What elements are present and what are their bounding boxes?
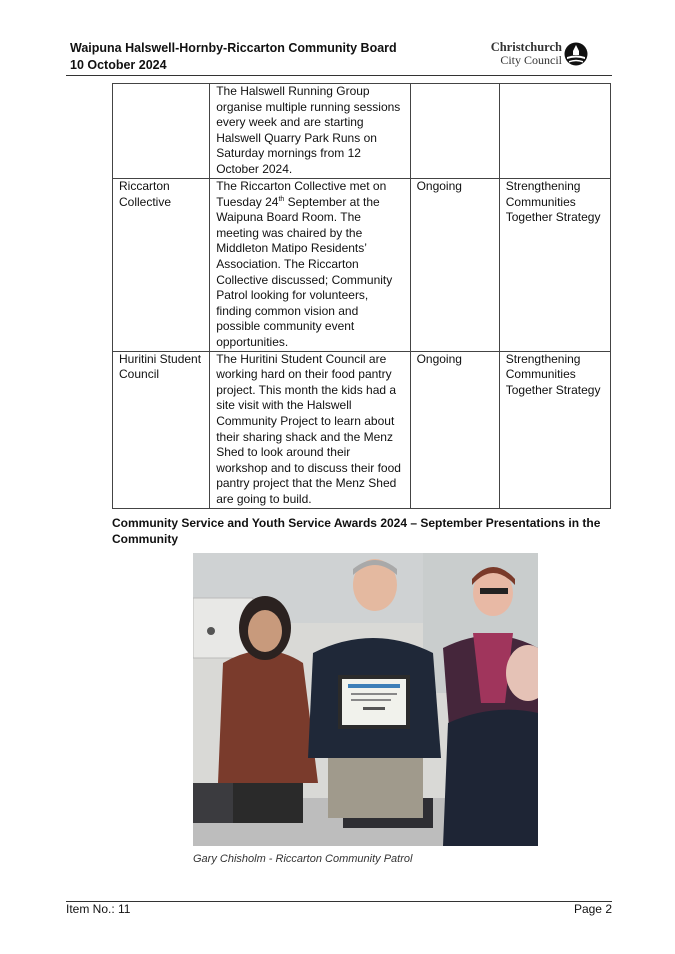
- board-title: Waipuna Halswell-Hornby-Riccarton Community Board: [70, 41, 397, 55]
- page-header: [70, 40, 605, 78]
- table-cell-description: [210, 179, 410, 352]
- award-presentation-photo: [193, 553, 538, 846]
- header-rule: [66, 75, 612, 76]
- table-cell-strategy: Strengthening Communities Together Strategy: [499, 351, 610, 508]
- table-cell-status: Ongoing: [410, 351, 499, 508]
- description-text: The Riccarton Collective met on Tuesday 24: [216, 179, 387, 209]
- table-row: [113, 351, 611, 508]
- section-heading: Community Service and Youth Service Awards 2024 – September Presentations in the Community: [112, 516, 601, 546]
- description-text-cont: September at the Waipuna Board Room. The meeting was chaired by the Middleton Matipo Residents’ Association.: [216, 194, 380, 271]
- footer-rule: [66, 901, 612, 902]
- table-row: [113, 84, 611, 179]
- logo-line-2: City Council: [500, 53, 562, 67]
- logo-text: [488, 41, 562, 66]
- item-number: Item No.: 11: [66, 902, 131, 916]
- meeting-date: 10 October 2024: [70, 58, 167, 72]
- photo-caption: Gary Chisholm - Riccarton Community Patrol: [193, 853, 413, 865]
- table-row: [113, 179, 611, 352]
- ordinal-suffix: th: [278, 195, 285, 203]
- table-cell-strategy: Strengthening Communities Together Strategy: [499, 179, 610, 352]
- logo-line-1: Christchurch: [490, 40, 562, 54]
- description-paragraph-2: The Riccarton Collective discussed; Community Patrol looking for volunteers, finding common vision and possible community event opportunities.: [216, 256, 393, 349]
- table-cell-name: Huritini Student Council: [113, 351, 210, 508]
- council-logo: [488, 41, 598, 69]
- table-cell-description: The Halswell Running Group organise multiple running sessions every week and are starting Halswell Quarry Park Runs on Saturday mornings from 12 October 2024.: [210, 84, 410, 179]
- table-cell-strategy: [499, 84, 610, 179]
- table-cell-status: Ongoing: [410, 179, 499, 352]
- activity-table: [112, 83, 611, 509]
- table-cell-status: [410, 84, 499, 179]
- page-number: Page 2: [573, 902, 612, 916]
- table-cell-name: [113, 84, 210, 179]
- cathedral-logo-icon: [564, 42, 588, 66]
- table-cell-name: Riccarton Collective: [113, 179, 210, 352]
- table-cell-description: The Huritini Student Council are working hard on their food pantry project. This month the kids had a site visit with the Halswell Community Project to learn about their sharing shack and the Menz Shed to look around their workshop and to discuss their food pantry project that the Menz Shed are going to build.: [210, 351, 410, 508]
- photo-illustration: [193, 553, 538, 846]
